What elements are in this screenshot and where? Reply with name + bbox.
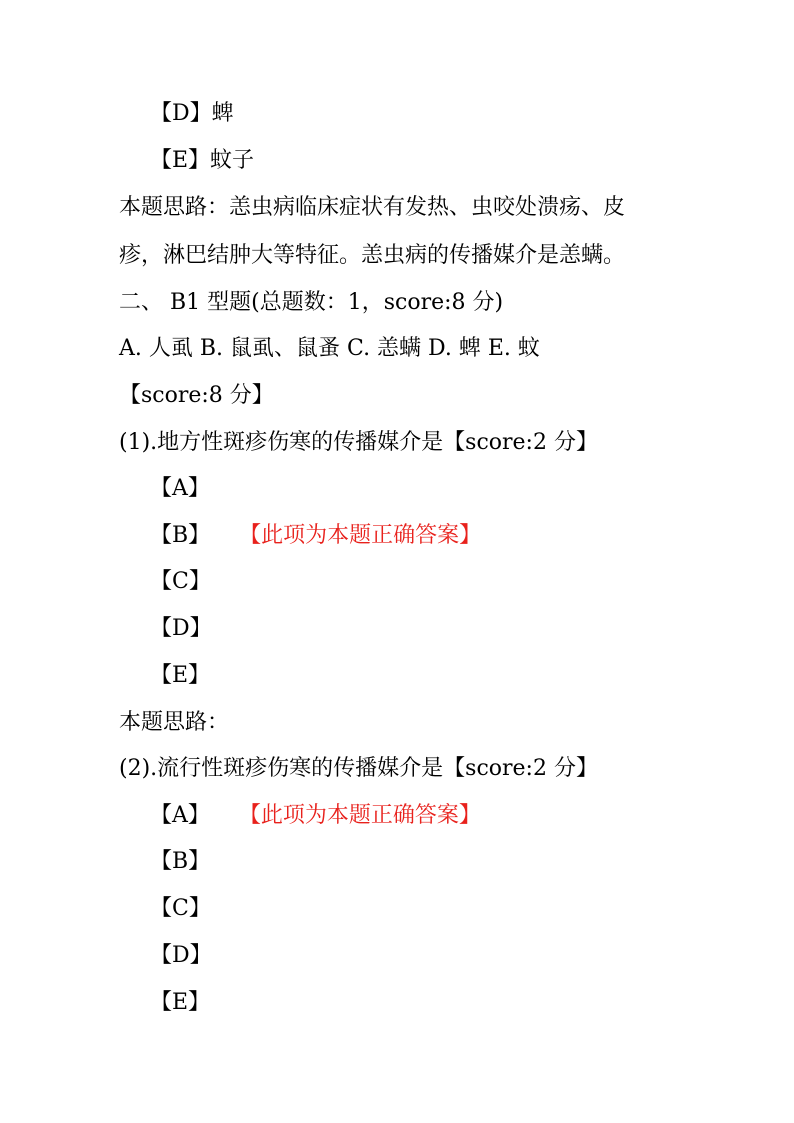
q2-option-a-row xyxy=(150,801,481,831)
q1-option-c: 【C】 xyxy=(150,569,211,594)
question-2-stem: (2).流行性斑疹伤寒的传播媒介是【score:2 分】 xyxy=(119,756,598,781)
option-d-top: 【D】蜱 xyxy=(150,101,234,126)
q1-option-d: 【D】 xyxy=(150,616,212,641)
q1-correct-answer-mark: 【此项为本题正确答案】 xyxy=(250,523,482,548)
q2-option-b: 【B】 xyxy=(150,849,211,874)
section-score: 【score:8 分】 xyxy=(119,383,274,408)
q1-explanation: 本题思路： xyxy=(119,710,230,735)
question-1-stem: (1).地方性斑疹伤寒的传播媒介是【score:2 分】 xyxy=(119,430,598,455)
q1-option-b-row xyxy=(150,521,481,551)
section-heading: 二、 B1 型题(总题数：1，score:8 分) xyxy=(119,290,504,315)
q2-option-a: 【A】 xyxy=(150,803,210,828)
q2-option-d: 【D】 xyxy=(150,943,212,968)
q2-option-e: 【E】 xyxy=(150,990,211,1015)
option-e-top: 【E】蚊子 xyxy=(150,148,255,173)
shared-choices: A. 人虱 B. 鼠虱、鼠蚤 C. 恙螨 D. 蜱 E. 蚊 xyxy=(119,336,540,361)
explanation-line-1: 本题思路：恙虫病临床症状有发热、虫咬处溃疡、皮 xyxy=(119,195,626,220)
q2-correct-answer-mark: 【此项为本题正确答案】 xyxy=(249,803,481,828)
q1-option-b: 【B】 xyxy=(150,523,211,548)
q1-option-e: 【E】 xyxy=(150,663,211,688)
q1-option-a: 【A】 xyxy=(150,476,210,501)
explanation-line-2: 疹，淋巴结肿大等特征。恙虫病的传播媒介是恙螨。 xyxy=(119,243,626,268)
q2-option-c: 【C】 xyxy=(150,896,211,921)
